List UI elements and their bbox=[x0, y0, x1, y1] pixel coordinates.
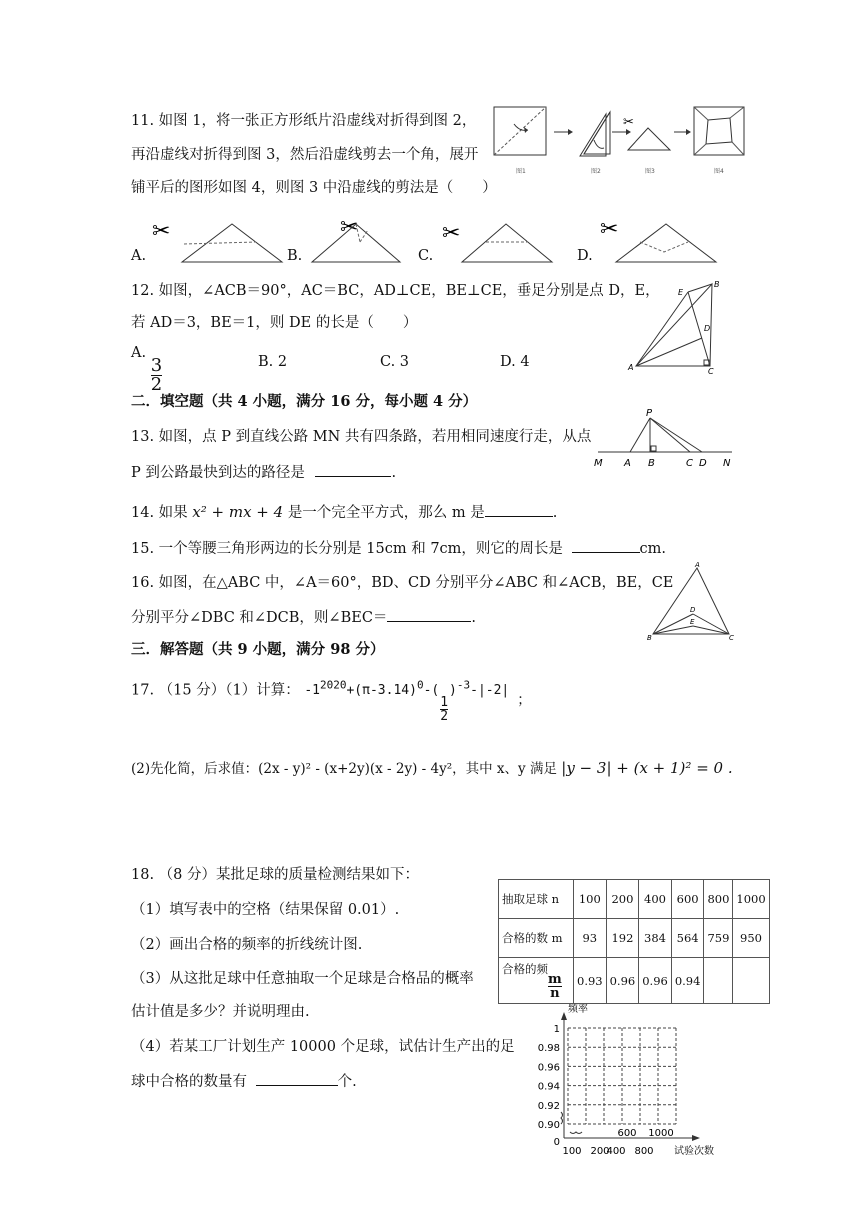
q12-line2: 若 AD＝3，BE＝1，则 DE 的长是（ ） bbox=[131, 315, 418, 331]
q17-exp-2: 0 bbox=[416, 679, 424, 692]
q17-term-5: -|-2| bbox=[470, 683, 510, 699]
q15-text: 15. 一个等腰三角形两边的长分别是 15cm 和 7cm，则它的周长是 bbox=[131, 541, 563, 557]
q11-option-b-figure bbox=[300, 210, 410, 268]
q11-option-c-figure bbox=[440, 210, 560, 268]
q16-point-a: A bbox=[695, 561, 700, 569]
q17-exp-1: 2020 bbox=[319, 679, 347, 692]
q11-option-c: C. bbox=[418, 248, 434, 264]
q14-line bbox=[131, 502, 557, 523]
q16-line2 bbox=[131, 607, 476, 628]
q13-line1: 13. 如图，点 P 到直线公路 MN 共有四条路，若用相同速度行走，从点 bbox=[131, 429, 592, 445]
q12-option-a-den: 2 bbox=[150, 374, 163, 395]
table-cell: 200 bbox=[606, 880, 639, 919]
svg-text:✂: ✂ bbox=[340, 215, 359, 240]
y-tick-label: 0.96 bbox=[537, 1062, 560, 1074]
q17-part1-label: 17. （15 分）（1）计算： bbox=[131, 682, 300, 699]
q17-term-2: +(π-3.14) bbox=[346, 683, 417, 699]
freq-num: m bbox=[548, 972, 562, 987]
q11-fold-figure bbox=[488, 100, 750, 180]
q14-expression: x² + mx + 4 bbox=[192, 503, 284, 521]
table-cell: 0.94 bbox=[671, 958, 704, 1004]
x-tick-label: 200 bbox=[590, 1146, 610, 1157]
q12-option-a-label: A. bbox=[131, 345, 147, 361]
q12-point-c: C bbox=[708, 367, 714, 374]
q17-term-1: -1 bbox=[304, 683, 320, 699]
q11-option-d-figure bbox=[598, 210, 720, 268]
q13-line2 bbox=[131, 462, 396, 483]
q18-item4c: 个. bbox=[337, 1074, 357, 1090]
q13-road-figure bbox=[590, 406, 740, 470]
q13-point-b: B bbox=[648, 458, 655, 469]
q12-option-a-num: 3 bbox=[150, 355, 163, 376]
q17-exp-3: -3 bbox=[456, 679, 471, 692]
svg-text:✂: ✂ bbox=[600, 217, 619, 242]
x-tick-label: 100 bbox=[562, 1146, 582, 1157]
table-cell: 800 bbox=[704, 880, 733, 919]
q13-point-m: M bbox=[594, 458, 603, 469]
table-cell: 0.96 bbox=[639, 958, 672, 1004]
q12-point-a: A bbox=[628, 363, 634, 372]
q18-item3b: 估计值是多少？并说明理由. bbox=[131, 1004, 310, 1020]
x-tick-label: 800 bbox=[634, 1146, 654, 1157]
q16-point-c: C bbox=[729, 634, 734, 642]
y-tick-label: 0.92 bbox=[537, 1100, 560, 1112]
q18-item3a: （3）从这批足球中任意抽取一个足球是合格品的概率 bbox=[131, 971, 474, 987]
q16-triangle-figure bbox=[645, 560, 735, 642]
q17-term-3: -( bbox=[423, 683, 440, 699]
y-axis-arrow bbox=[561, 1012, 567, 1020]
q16-answer-blank[interactable] bbox=[387, 607, 471, 622]
q15-unit: cm. bbox=[639, 541, 667, 557]
x-tick-label: 400 bbox=[606, 1146, 626, 1157]
q18-line1: 18. （8 分）某批足球的质量检测结果如下： bbox=[131, 867, 420, 883]
q11-option-a: A. bbox=[131, 248, 147, 264]
q16-point-d: D bbox=[690, 606, 696, 614]
q17-frac-den: 2 bbox=[440, 709, 449, 725]
q14-answer-blank[interactable] bbox=[485, 502, 553, 517]
q17-condition: |y − 3| + (x + 1)² = 0 . bbox=[561, 759, 733, 777]
table-cell: 93 bbox=[574, 919, 607, 958]
x-tick-label: 600 bbox=[617, 1128, 637, 1139]
q18-frequency-chart bbox=[528, 1004, 738, 1164]
x-axis-title: 试验次数 bbox=[674, 1146, 714, 1157]
q12-triangle-figure bbox=[624, 278, 724, 374]
q13-point-n: N bbox=[723, 458, 731, 469]
table-row bbox=[499, 958, 770, 1004]
q16-period: . bbox=[471, 610, 477, 626]
table-row bbox=[499, 880, 770, 919]
q16-line1: 16. 如图，在△ABC 中，∠A＝60°，BD、CD 分别平分∠ABC 和∠ACB，BE，CE bbox=[131, 575, 674, 591]
q18-data-table bbox=[498, 879, 770, 1004]
q13-period: . bbox=[391, 465, 397, 481]
fig-label-4: 图4 bbox=[714, 168, 724, 175]
q12-line1: 12. 如图，∠ACB＝90°，AC＝BC，AD⊥CE，BE⊥CE，垂足分别是点 D，E， bbox=[131, 283, 660, 299]
q12-point-d: D bbox=[704, 324, 711, 333]
table-cell: 0.93 bbox=[574, 958, 607, 1004]
fig-label-3: 图3 bbox=[645, 168, 655, 175]
q12-option-a-fraction bbox=[151, 357, 162, 394]
y-axis-title: 频率 bbox=[568, 1004, 588, 1015]
table-cell: 0.96 bbox=[606, 958, 639, 1004]
table-cell: 950 bbox=[733, 919, 769, 958]
y-tick-label: 0.94 bbox=[537, 1081, 560, 1093]
q12-option-b: B. 2 bbox=[258, 354, 288, 370]
q17-part2-text: (2)先化简，后求值：(2x - y)² - (x+2y)(x - 2y) - 4y²，其中 x、y 满足 bbox=[131, 761, 557, 777]
freq-header-text: 合格的频 bbox=[502, 962, 548, 976]
q17-fraction bbox=[440, 696, 448, 723]
y-tick-label: 0.90 bbox=[537, 1120, 560, 1131]
fig-label-2: 图2 bbox=[591, 168, 601, 175]
q17-frac-num: 1 bbox=[440, 695, 449, 711]
q17-part2 bbox=[131, 758, 733, 779]
q17-expression bbox=[304, 679, 517, 725]
section3-heading: 三．解答题（共 9 小题，满分 98 分） bbox=[131, 641, 385, 658]
y-tick-label: 0.98 bbox=[537, 1043, 560, 1055]
q11-line3: 铺平后的图形如图 4，则图 3 中沿虚线的剪法是（ ） bbox=[131, 180, 497, 196]
q18-item4b bbox=[131, 1071, 357, 1092]
q17-term-4: ) bbox=[449, 683, 457, 699]
y-tick-label: 0 bbox=[553, 1137, 560, 1148]
q13-point-d: D bbox=[699, 458, 707, 469]
table-row-header bbox=[499, 958, 574, 1004]
q13-point-a: A bbox=[624, 458, 631, 469]
table-cell: 759 bbox=[704, 919, 733, 958]
q15-line bbox=[131, 538, 666, 559]
table-cell: 384 bbox=[639, 919, 672, 958]
q18-item2: （2）画出合格的频率的折线统计图. bbox=[131, 937, 363, 953]
table-cell: 400 bbox=[639, 880, 672, 919]
y-tick-label: 1 bbox=[553, 1024, 560, 1035]
q14-period: . bbox=[552, 505, 558, 521]
q18-item4a: （4）若某工厂计划生产 10000 个足球，试估计生产出的足 bbox=[131, 1039, 515, 1055]
q17-semicolon: ； bbox=[517, 692, 532, 709]
fig-label-1: 图1 bbox=[516, 168, 526, 175]
q15-answer-blank[interactable] bbox=[572, 538, 640, 553]
q16-point-e: E bbox=[690, 618, 695, 626]
q13-point-c: C bbox=[686, 458, 693, 469]
y-axis-break bbox=[561, 1112, 563, 1124]
svg-text:✂: ✂ bbox=[623, 115, 634, 130]
q11-option-d: D. bbox=[577, 248, 593, 264]
q11-option-a-figure bbox=[148, 212, 288, 268]
q12-option-c: C. 3 bbox=[380, 354, 410, 370]
q16-line2-text: 分别平分∠DBC 和∠DCB，则∠BEC＝ bbox=[131, 610, 388, 626]
table-row-header: 合格的数 m bbox=[499, 919, 574, 958]
q14-suffix: 是一个完全平方式，那么 m 是 bbox=[287, 505, 485, 521]
q11-line2: 再沿虚线对折得到图 3，然后沿虚线剪去一个角，展开 bbox=[131, 147, 479, 163]
q17-part1 bbox=[131, 680, 532, 723]
svg-text:✂: ✂ bbox=[152, 219, 171, 244]
freq-den: n bbox=[550, 986, 560, 1001]
q12-option-a bbox=[131, 346, 162, 394]
q13-point-p: P bbox=[646, 408, 653, 419]
q16-point-b: B bbox=[647, 634, 652, 642]
table-cell: 564 bbox=[671, 919, 704, 958]
q12-point-b: B bbox=[714, 280, 720, 289]
q18-item1: （1）填写表中的空格（结果保留 0.01）. bbox=[131, 902, 400, 918]
x-axis-arrow bbox=[692, 1135, 700, 1141]
table-cell: 1000 bbox=[733, 880, 769, 919]
q12-point-e: E bbox=[678, 288, 684, 297]
table-row bbox=[499, 919, 770, 958]
x-axis-break bbox=[570, 1132, 582, 1134]
table-cell: 192 bbox=[606, 919, 639, 958]
svg-text:✂: ✂ bbox=[442, 221, 461, 246]
q11-line1: 11. 如图 1，将一张正方形纸片沿虚线对折得到图 2， bbox=[131, 113, 477, 129]
q13-answer-blank[interactable] bbox=[315, 462, 391, 477]
table-cell: 600 bbox=[671, 880, 704, 919]
q12-option-d: D. 4 bbox=[500, 354, 530, 370]
section2-heading: 二．填空题（共 4 小题，满分 16 分，每小题 4 分） bbox=[131, 393, 478, 410]
freq-fraction bbox=[548, 973, 562, 1000]
x-tick-label: 1000 bbox=[648, 1128, 674, 1139]
q11-option-b: B. bbox=[287, 248, 303, 264]
q13-line2-text: P 到公路最快到达的路径是 bbox=[131, 465, 305, 481]
table-row-header: 抽取足球 n bbox=[499, 880, 574, 919]
table-cell bbox=[733, 958, 769, 1004]
table-cell: 100 bbox=[574, 880, 607, 919]
q18-item4b-text: 球中合格的数量有 bbox=[131, 1074, 247, 1090]
table-cell bbox=[704, 958, 733, 1004]
q18-answer-blank[interactable] bbox=[256, 1071, 338, 1086]
q14-prefix: 14. 如果 bbox=[131, 505, 188, 521]
